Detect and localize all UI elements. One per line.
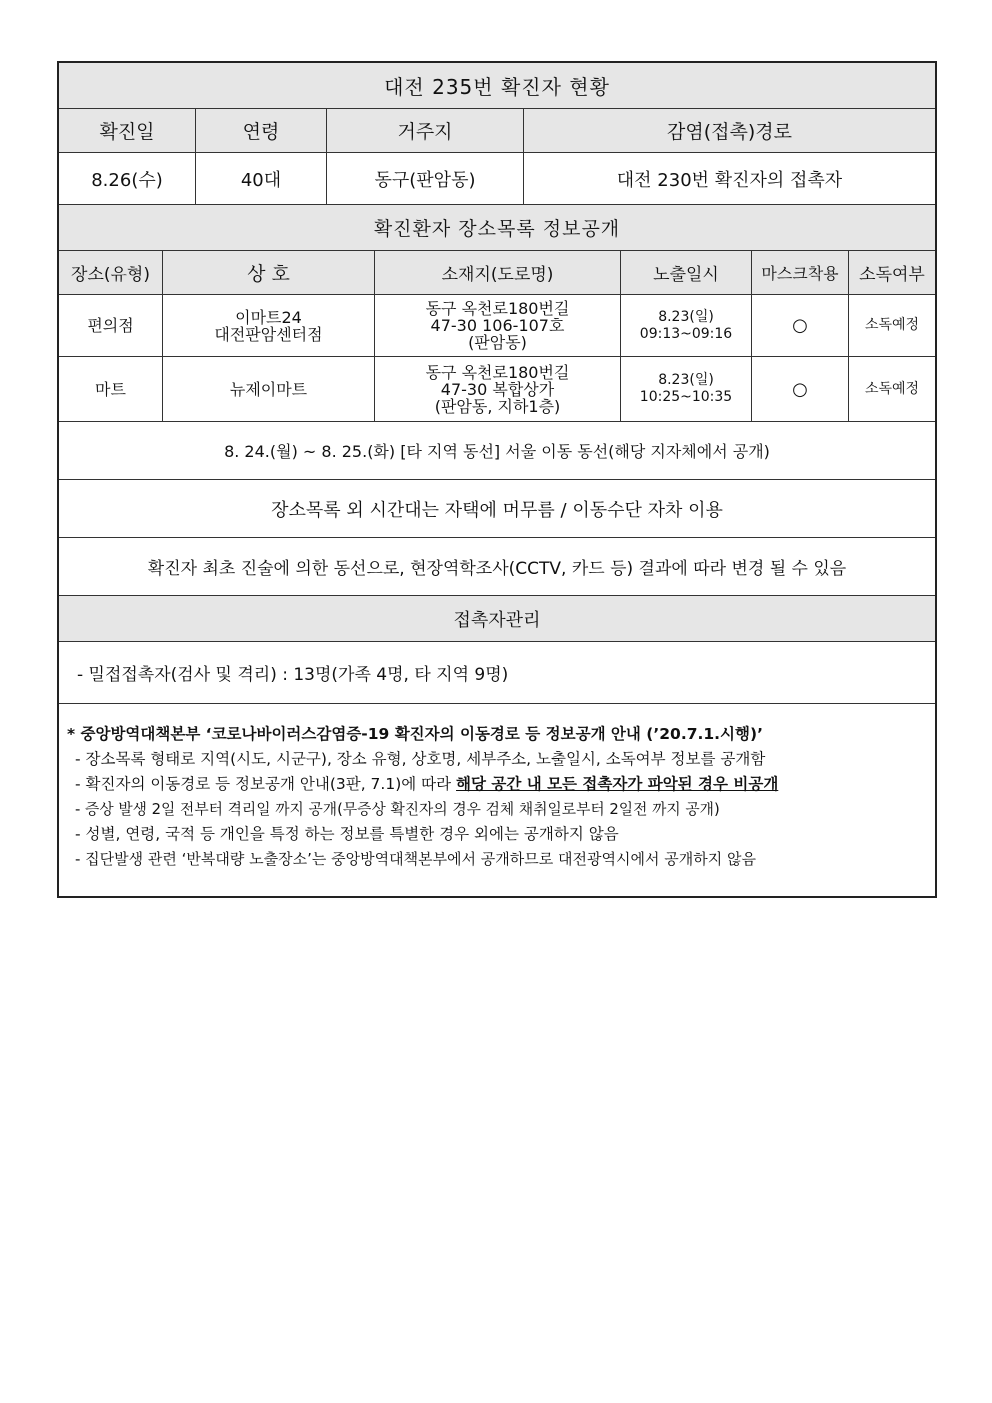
header-disinfection: 소독여부 [859, 265, 925, 285]
guideline-item: - 성별, 연령, 국적 등 개인을 특정 하는 정보를 특별한 경우 외에는 공개하지 않음 [75, 825, 619, 843]
header-infection-route: 감염(접촉)경로 [667, 121, 792, 143]
places-header-row [59, 251, 935, 295]
header-address: 소재지(도로명) [375, 251, 621, 294]
exposure-date: 8.23(일) [658, 308, 714, 325]
header-business-name: 상 호 [163, 251, 375, 294]
infection-route: 대전 230번 확진자의 접촉자 [616, 169, 843, 191]
table-row [59, 357, 935, 422]
business-name-line: 뉴제이마트 [229, 379, 308, 399]
header-confirm-date: 확진일 [59, 109, 196, 152]
guideline-item: - 장소목록 형태로 지역(시도, 시군구), 장소 유형, 상호명, 세부주소, 노출일시, 소독여부 정보를 공개함 [75, 750, 766, 768]
page-title: 대전 235번 확진자 현황 [384, 75, 610, 99]
confirm-date: 8.26(수) [59, 153, 196, 204]
title-row [59, 63, 935, 109]
address [375, 357, 621, 421]
exposure-date: 8.23(일) [658, 372, 714, 388]
disclosure-guidelines [59, 704, 935, 896]
contacts-title-row [59, 596, 935, 642]
header-place-type: 장소(유형) [59, 251, 163, 294]
guideline-emphasis: 해당 공간 내 모든 접촉자가 파악된 경우 비공개 [456, 775, 779, 793]
disinfection-status: 소독예정 [864, 380, 920, 397]
disclaimer-note: 확진자 최초 진술에 의한 동선으로, 현장역학조사(CCTV, 카드 등) 결과에 따라 변경 될 수 있음 [147, 559, 847, 579]
guidelines-heading: * 중앙방역대책본부 ‘코로나바이러스감염증-19 확진자의 이동경로 등 정보공개 안내 (’20.7.1.시행)’ [67, 725, 763, 743]
disinfection-status: 소독예정 [864, 317, 920, 333]
exposure-range: 10:25~10:35 [639, 389, 733, 405]
business-name [163, 357, 375, 421]
patient-value-row [59, 153, 935, 205]
address-line: 동구 옥천로180번길 [425, 299, 570, 318]
contacts-row [59, 642, 935, 704]
address-line: (판암동, 지하1층) [434, 396, 561, 416]
guideline-item: - 증상 발생 2일 전부터 격리일 까지 공개(무증상 확진자의 경우 검체 채취일로부터 2일전 까지 공개) [75, 801, 720, 818]
header-exposure-time: 노출일시 [621, 251, 752, 294]
age: 40대 [196, 153, 327, 204]
business-name-line: 이마트24 [235, 307, 302, 327]
guideline-item-text: - 확진자의 이동경로 등 정보공개 안내(3판, 7.1)에 따라 [75, 775, 457, 793]
contacts-title: 접촉자관리 [453, 609, 541, 631]
header-age: 연령 [196, 109, 327, 152]
note-row [59, 480, 935, 538]
table-row [59, 295, 935, 357]
business-name [163, 295, 375, 356]
patient-header-row [59, 109, 935, 153]
mask-status: ○ [752, 357, 849, 421]
note-row [59, 422, 935, 480]
close-contacts-count: - 밀접접촉자(검사 및 격리) : 13명(가족 4명, 타 지역 9명) [77, 665, 509, 685]
residence: 동구(판암동) [327, 153, 524, 204]
header-mask: 마스크착용 [752, 251, 849, 294]
address-line: 동구 옥천로180번길 [425, 362, 570, 382]
status-document [57, 61, 937, 898]
exposure-time [621, 295, 752, 356]
business-name-line: 대전판암센터점 [214, 324, 323, 344]
address-line: 47-30 복합상가 [440, 379, 555, 399]
guideline-item: - 집단발생 관련 ‘반복대량 노출장소’는 중앙방역대책본부에서 공개하므로 대전광역시에서 공개하지 않음 [75, 850, 756, 868]
home-stay-note: 장소목록 외 시간대는 자택에 머무름 / 이동수단 자차 이용 [271, 499, 723, 521]
address-line: 47-30 106-107호 [430, 316, 565, 335]
note-row [59, 538, 935, 596]
places-title-row [59, 205, 935, 251]
place-type: 편의점 [59, 295, 163, 356]
mask-status: ○ [752, 295, 849, 356]
guideline-item [67, 772, 927, 797]
exposure-time [621, 357, 752, 421]
address [375, 295, 621, 356]
place-type: 마트 [59, 357, 163, 421]
address-line: (판암동) [468, 333, 527, 352]
places-section-title: 확진환자 장소목록 정보공개 [373, 218, 621, 240]
header-residence: 거주지 [327, 109, 524, 152]
exposure-range: 09:13~09:16 [639, 325, 733, 342]
other-region-route-note: 8. 24.(월) ~ 8. 25.(화) [타 지역 동선] 서울 이동 동선(해당 지자체에서 공개) [224, 442, 770, 461]
